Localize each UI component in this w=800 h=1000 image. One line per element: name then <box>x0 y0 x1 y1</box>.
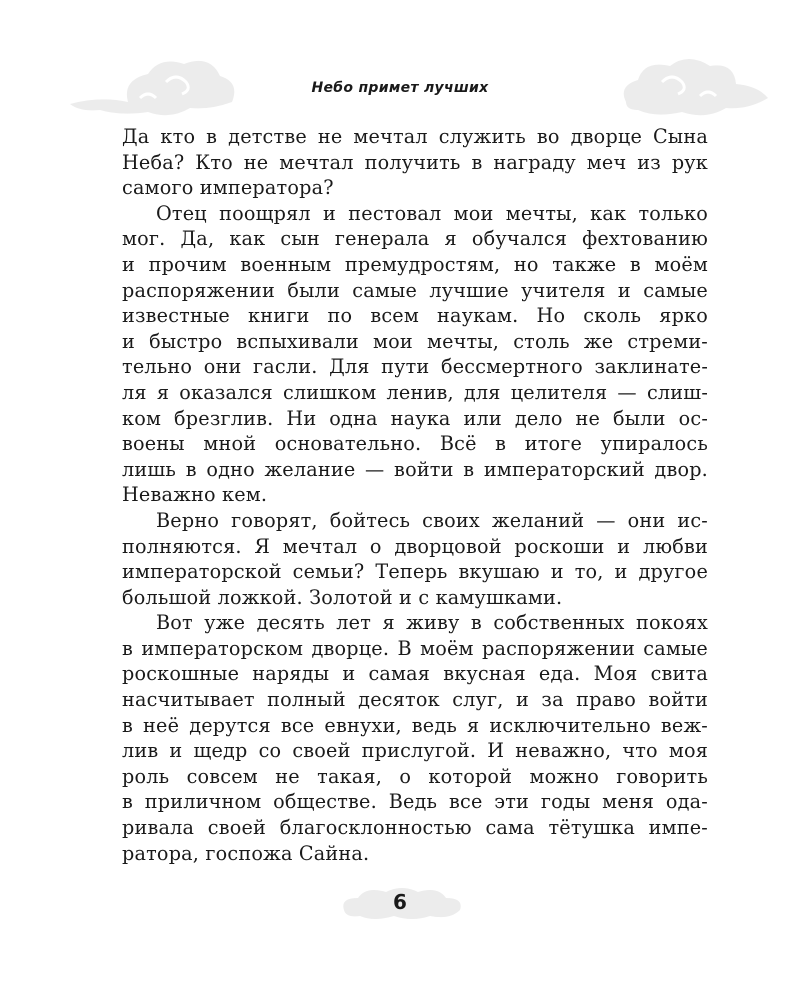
text-line: лив и щедр со своей прислугой. И неважно, что моя <box>122 739 708 763</box>
text-line: в императорском дворце. В моём распоряжении самые <box>122 636 708 660</box>
text-line: мог. Да, как сын генерала я обучался фехтованию <box>122 227 708 251</box>
paragraph-start: Верно говорят, бойтесь своих желаний — они ис- <box>156 508 708 532</box>
text-line: насчитывает полный десяток слуг, и за право войти <box>122 688 708 712</box>
paragraph-start: Вот уже десять лет я живу в собственных покоях <box>156 611 708 635</box>
text-line: ля я оказался слишком ленив, для целителя — слиш- <box>122 380 708 404</box>
text-line: роскошные наряды и самая вкусная еда. Моя свита <box>122 662 708 686</box>
text-line: воены мной основательно. Всё в итоге упиралось <box>122 432 708 456</box>
text-line: ривала своей благосклонностью сама тётушка импе- <box>122 816 708 840</box>
text-line: полняются. Я мечтал о дворцовой роскоши и любви <box>122 534 708 558</box>
text-line: тельно они гасли. Для пути бессмертного заклинате- <box>122 355 708 379</box>
body-text <box>122 124 708 866</box>
running-head: Небо примет лучших <box>311 80 489 96</box>
text-line: в приличном обществе. Ведь все эти годы меня ода- <box>122 790 708 814</box>
text-line: известные книги по всем наукам. Но сколь ярко <box>122 304 708 328</box>
text-line: и быстро вспыхивали мои мечты, столь же стреми- <box>122 329 708 353</box>
text-line: ком брезглив. Ни одна наука или дело не были ос- <box>122 406 708 430</box>
text-line: большой ложкой. Золотой и с камушками. <box>122 585 563 609</box>
text-line: Неба? Кто не мечтал получить в награду меч из рук <box>122 150 708 174</box>
text-line: императорской семьи? Теперь вкушаю и то, и другое <box>122 560 708 584</box>
text-line: лишь в одно желание — войти в императорский двор. <box>122 457 708 481</box>
paragraph-start: Отец поощрял и пестовал мои мечты, как только <box>156 201 708 225</box>
text-line: самого императора? <box>122 176 334 200</box>
text-line: в неё дерутся все евнухи, ведь я исключительно веж- <box>122 713 708 737</box>
text-line: Неважно кем. <box>122 483 268 507</box>
text-line: роль совсем не такая, о которой можно говорить <box>122 764 708 788</box>
text-line: распоряжении были самые лучшие учителя и самые <box>122 278 708 302</box>
text-line: ратора, госпожа Сайна. <box>122 841 370 865</box>
text-line: и прочим военным премудростям, но также в моём <box>122 252 708 276</box>
page-number: 6 <box>393 890 407 914</box>
text-line: Да кто в детстве не мечтал служить во дворце Сына <box>122 125 708 148</box>
